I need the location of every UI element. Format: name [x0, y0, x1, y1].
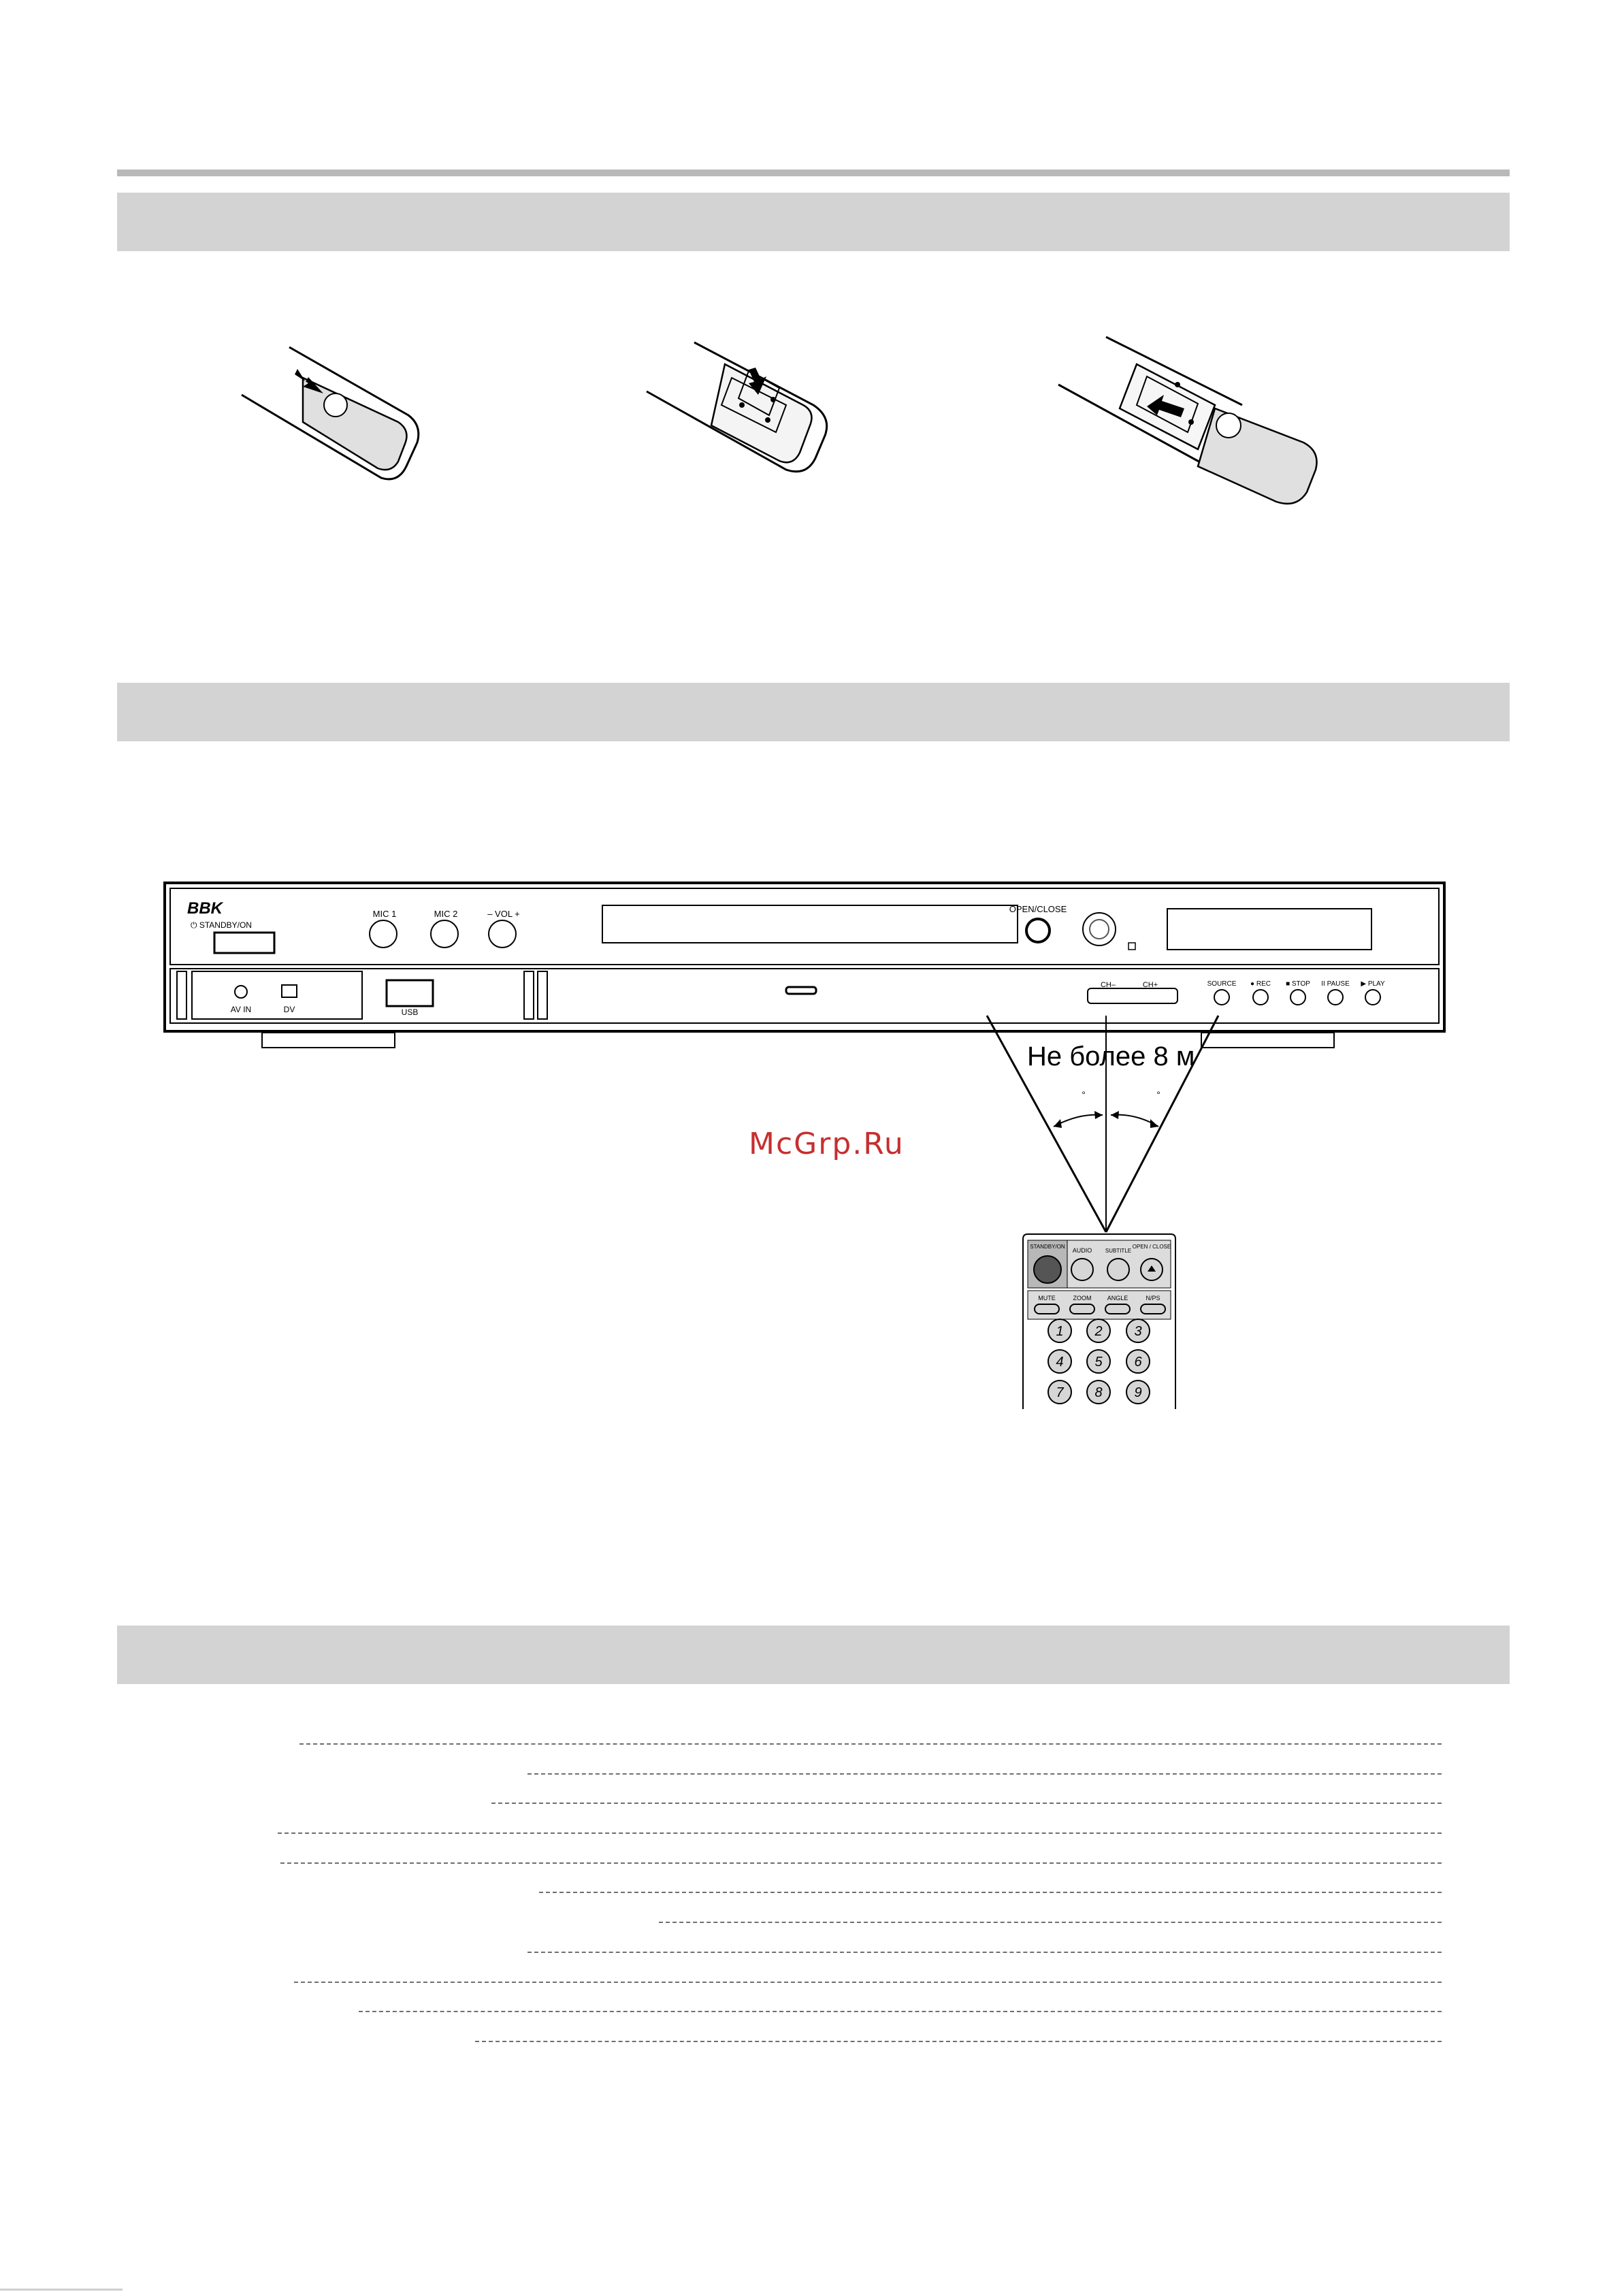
toc-leader-line [491, 1803, 1442, 1804]
remote-zoom-label: ZOOM [1073, 1295, 1092, 1302]
section-header-bar-2 [117, 683, 1510, 741]
channel-rocker[interactable] [1088, 988, 1178, 1003]
remote-audio-label: AUDIO [1072, 1247, 1092, 1254]
dvd-player-front-panel [163, 882, 1450, 1059]
source-label: SOURCE [1207, 980, 1237, 988]
remote-digit-3-label: 3 [1134, 1324, 1142, 1339]
dv-port[interactable] [282, 985, 297, 997]
open-close-label: OPEN/CLOSE [1009, 904, 1067, 914]
av-in-label: AV IN [230, 1005, 252, 1014]
distance-label: Не более 8 м [1027, 1041, 1195, 1071]
section-header-bar-1 [117, 193, 1510, 251]
remote-subtitle-button[interactable] [1107, 1259, 1129, 1280]
toc-leader-line [527, 1773, 1442, 1775]
ch-plus-label: CH+ [1142, 981, 1158, 989]
usb-port[interactable] [387, 980, 433, 1006]
toc-leader-line [659, 1922, 1442, 1923]
pause-label: II PAUSE [1321, 980, 1350, 988]
standby-button[interactable] [214, 933, 274, 953]
vol-label: – VOL + [487, 909, 520, 919]
front-jack-panel [192, 971, 362, 1019]
remote-zoom-button[interactable] [1070, 1304, 1094, 1314]
toc-leader-line [539, 1892, 1442, 1893]
ch-minus-label: CH– [1100, 981, 1116, 989]
source-button[interactable] [1214, 990, 1229, 1005]
battery-step-3-illustration [1045, 330, 1331, 507]
remote-digit-1-label: 1 [1056, 1324, 1064, 1339]
mic2-label: MIC 2 [434, 909, 458, 919]
brand-logo: BBK [187, 899, 223, 918]
rec-button[interactable] [1253, 990, 1268, 1005]
remote-np-label: N/PS [1146, 1295, 1160, 1302]
rec-label: ● REC [1250, 980, 1271, 988]
remote-angle-button[interactable] [1105, 1304, 1130, 1314]
play-label: ▶ PLAY [1361, 980, 1385, 988]
remote-control-illustration [1021, 1232, 1178, 1409]
toc-leader-line [299, 1743, 1442, 1745]
toc-leader-line [280, 1862, 1442, 1864]
remote-digit-5-label: 5 [1094, 1355, 1103, 1370]
battery-step-2-illustration [640, 337, 837, 487]
usb-label: USB [401, 1007, 419, 1017]
watermark: McGrp.Ru [749, 1127, 905, 1161]
top-rule [117, 169, 1510, 176]
disc-display-window [602, 905, 1018, 943]
remote-standby-button[interactable] [1034, 1256, 1061, 1283]
disc-tray-slot [786, 987, 816, 994]
angle-mark-right: ° [1156, 1089, 1160, 1100]
remote-digit-4-label: 4 [1056, 1355, 1064, 1370]
toc-leader-line [294, 1982, 1442, 1983]
toc-leader-line [475, 2041, 1442, 2042]
stop-button[interactable] [1290, 990, 1305, 1005]
toc-leader-line [527, 1952, 1442, 1953]
angle-mark-left: ° [1082, 1089, 1086, 1100]
remote-angle-label: ANGLE [1107, 1295, 1128, 1302]
remote-np-button[interactable] [1141, 1304, 1165, 1314]
vfd-display [1167, 909, 1371, 950]
remote-digit-9-label: 9 [1134, 1385, 1142, 1400]
remote-mute-button[interactable] [1035, 1304, 1059, 1314]
stop-label: ■ STOP [1286, 980, 1310, 988]
remote-digit-6-label: 6 [1134, 1355, 1142, 1370]
remote-digit-7-label: 7 [1056, 1385, 1064, 1400]
remote-standby-label: STANDBY/ON [1030, 1244, 1065, 1250]
toc-leader-line [278, 1832, 1442, 1834]
remote-digit-8-label: 8 [1094, 1385, 1103, 1400]
mic1-label: MIC 1 [372, 909, 397, 919]
battery-step-1-illustration [235, 340, 432, 490]
av-in-jack[interactable] [235, 986, 247, 998]
page-edge-mark [0, 2289, 123, 2291]
remote-digit-2-label: 2 [1094, 1324, 1103, 1339]
dv-label: DV [283, 1005, 295, 1014]
open-close-button[interactable] [1026, 919, 1050, 942]
toc-leader-line [359, 2011, 1442, 2012]
left-foot [262, 1033, 395, 1048]
remote-open-close-label: OPEN / CLOSE [1132, 1244, 1171, 1250]
vol-knob[interactable] [489, 920, 516, 948]
section-header-bar-3 [117, 1626, 1510, 1684]
standby-label: ⏻ STANDBY/ON [191, 920, 252, 930]
mic2-jack[interactable] [431, 920, 458, 948]
pause-button[interactable] [1328, 990, 1343, 1005]
remote-mute-label: MUTE [1038, 1295, 1056, 1302]
play-button[interactable] [1365, 990, 1380, 1005]
remote-audio-button[interactable] [1071, 1259, 1093, 1280]
mic1-jack[interactable] [370, 920, 397, 948]
remote-subtitle-label: SUBTITLE [1105, 1248, 1132, 1254]
